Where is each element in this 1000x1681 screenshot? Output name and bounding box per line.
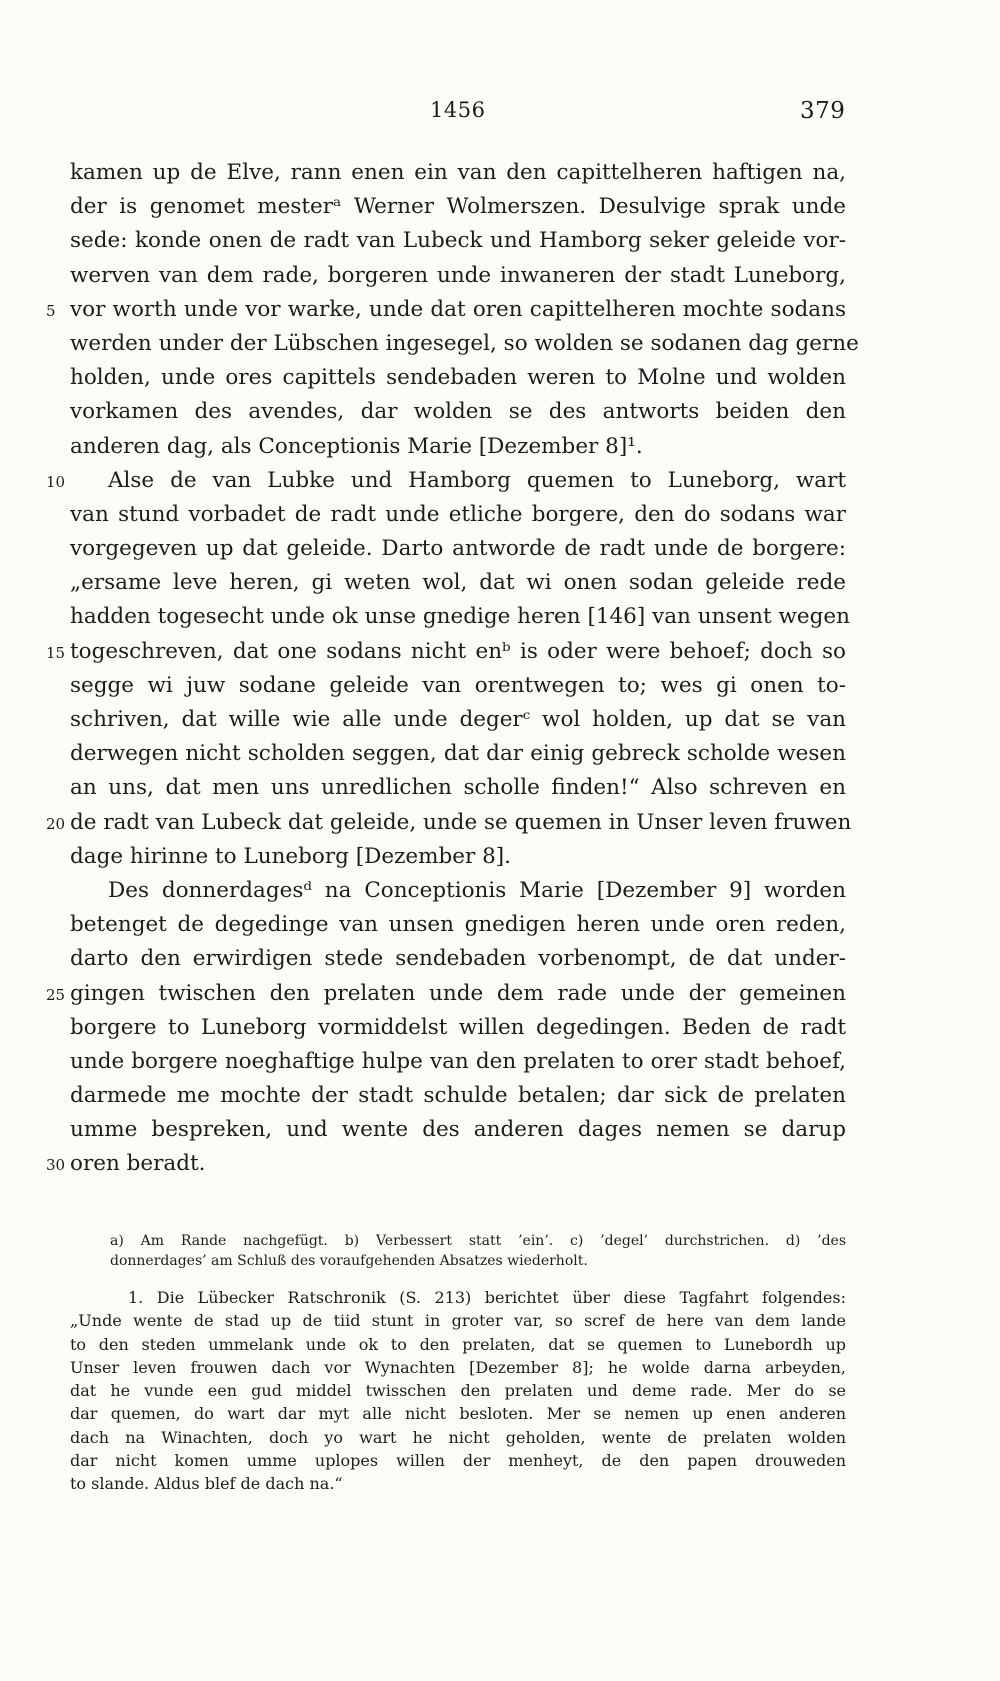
- commentary-line: to den steden ummelank unde ok to den prelaten, dat se quemen to Lunebordh up: [70, 1334, 846, 1354]
- line-text: darto den erwirdigen stede sendebaden vorbenompt, de dat under-: [70, 946, 846, 972]
- text-line: [70, 224, 846, 258]
- line-text: sede: konde onen de radt van Lubeck und Hamborg seker geleide vor-: [70, 228, 846, 254]
- text-line: [70, 771, 846, 805]
- line-text: dage hirinne to Luneborg [Dezember 8].: [70, 843, 512, 869]
- text-line: [70, 1045, 846, 1079]
- text-line: [70, 669, 846, 703]
- text-line: [46, 977, 846, 1011]
- line-text: der is genomet mesterᵃ Werner Wolmerszen. Desulvige sprak unde: [70, 194, 846, 220]
- line-text: vorkamen des avendes, dar wolden se des antworts beiden den: [70, 399, 846, 425]
- line-text: werven van dem rade, borgeren unde inwaneren der stadt Luneborg,: [70, 262, 846, 288]
- text-line: [70, 737, 846, 771]
- line-number: 25: [46, 985, 66, 1004]
- running-header-year: 1456: [430, 98, 486, 122]
- line-text: holden, unde ores capittels sendebaden weren to Molne und wolden: [70, 365, 846, 391]
- line-text: Alse de van Lubke und Hamborg quemen to Luneborg, wart: [108, 467, 846, 493]
- text-line: [70, 1113, 846, 1147]
- commentary-line: „Unde wente de stad up de tiid stunt in groter var, so scref de here van dem lande: [70, 1311, 846, 1331]
- line-text: oren beradt.: [70, 1151, 206, 1177]
- commentary-line: Unser leven frouwen dach vor Wynachten [Dezember 8]; he wolde darna arbeyden,: [70, 1357, 846, 1377]
- line-text: togeschreven, dat one sodans nicht enᵇ is oder were behoef; doch so: [70, 638, 846, 664]
- line-text: darmede me mochte der stadt schulde betalen; dar sick de prelaten: [70, 1083, 846, 1109]
- text-line: [70, 1011, 846, 1045]
- text-line: [70, 532, 846, 566]
- text-line: [70, 190, 846, 224]
- critical-apparatus: [110, 1231, 846, 1271]
- line-text: betenget de degedinge van unsen gnedigen heren unde oren reden,: [70, 912, 846, 938]
- line-number: 15: [46, 643, 66, 662]
- footnote-line: donnerdages’ am Schluß des voraufgehenden Absatzes wiederholt.: [110, 1253, 588, 1269]
- footnote-line: a) Am Rande nachgefügt. b) Verbessert statt ’ein’. c) ’degel’ durchstrichen. d) ’des: [110, 1233, 846, 1249]
- text-line: [46, 806, 852, 840]
- line-text: derwegen nicht scholden seggen, dat dar einig gebreck scholde wesen: [70, 741, 846, 767]
- commentary-line: dach na Winachten, doch yo wart he nicht geholden, wente de prelaten wolden: [70, 1427, 846, 1447]
- commentary-line: dat he vunde een gud middel twisschen den prelaten und deme rade. Mer do se: [70, 1381, 846, 1401]
- commentary-line: dar quemen, do wart dar myt alle nicht besloten. Mer se nemen up enen anderen: [70, 1404, 846, 1424]
- line-text: vor worth unde vor warke, unde dat oren capittelheren mochte sodans: [70, 296, 846, 322]
- text-line: [46, 635, 846, 669]
- text-line: [70, 430, 846, 464]
- line-text: van stund vorbadet de radt unde etliche borgere, den do sodans war: [70, 501, 846, 527]
- line-text: gingen twischen den prelaten unde dem rade unde der gemeinen: [70, 980, 846, 1006]
- line-text: umme bespreken, und wente des anderen dages nemen se darup: [70, 1117, 846, 1143]
- text-line: [70, 361, 846, 395]
- text-line: [70, 600, 850, 634]
- line-text: kamen up de Elve, rann enen ein van den capittelheren haftigen na,: [70, 160, 846, 185]
- commentary-line: dar nicht komen umme uplopes willen der menheyt, de den papen drouweden: [70, 1451, 846, 1471]
- text-line: [70, 840, 846, 874]
- line-number: 10: [46, 472, 66, 491]
- line-text: segge wi juw sodane geleide van orentwegen to; wes gi onen to-: [70, 672, 846, 698]
- text-line: [46, 464, 846, 498]
- text-line: [70, 942, 846, 976]
- line-text: borgere to Luneborg vormiddelst willen degedingen. Beden de radt: [70, 1014, 846, 1040]
- text-line: [70, 566, 846, 600]
- historical-commentary: [70, 1286, 846, 1496]
- text-line: [70, 703, 846, 737]
- line-text: Des donnerdagesᵈ na Conceptionis Marie [Dezember 9] worden: [108, 877, 846, 903]
- line-text: an uns, dat men uns unredlichen scholle finden!“ Also schreven en: [70, 775, 846, 801]
- line-text: werden under der Lübschen ingesegel, so wolden se sodanen dag gerne: [70, 330, 859, 356]
- text-line: [70, 327, 859, 361]
- text-line: [46, 1147, 846, 1181]
- page-number: 379: [800, 98, 846, 124]
- line-text: unde borgere noeghaftige hulpe van den prelaten to orer stadt behoef,: [70, 1048, 846, 1074]
- line-text: anderen dag, als Conceptionis Marie [Dezember 8]¹.: [70, 433, 643, 459]
- line-text: „ersame leve heren, gi weten wol, dat wi onen sodan geleide rede: [70, 570, 846, 596]
- text-line: [70, 498, 846, 532]
- line-text: vorgegeven up dat geleide. Darto antworde de radt unde de borgere:: [70, 536, 846, 562]
- text-line: [70, 395, 846, 429]
- text-line: [70, 874, 846, 908]
- main-text-block: [46, 156, 859, 1182]
- text-line: [70, 156, 846, 190]
- text-line: [46, 293, 846, 327]
- text-line: [70, 908, 846, 942]
- line-number: 5: [46, 301, 56, 320]
- text-line: [70, 259, 846, 293]
- commentary-line: 1. Die Lübecker Ratschronik (S. 213) berichtet über diese Tagfahrt folgendes:: [128, 1288, 846, 1307]
- commentary-line: to slande. Aldus blef de dach na.“: [70, 1474, 343, 1494]
- line-text: schriven, dat wille wie alle unde degerᶜ wol holden, up dat se van: [70, 707, 846, 732]
- line-text: hadden togesecht unde ok unse gnedige heren [146] van unsent wegen: [70, 604, 850, 630]
- text-line: [70, 1079, 846, 1113]
- line-text: de radt van Lubeck dat geleide, unde se quemen in Unser leven fruwen: [70, 809, 852, 835]
- line-number: 30: [46, 1156, 66, 1175]
- line-number: 20: [46, 814, 66, 833]
